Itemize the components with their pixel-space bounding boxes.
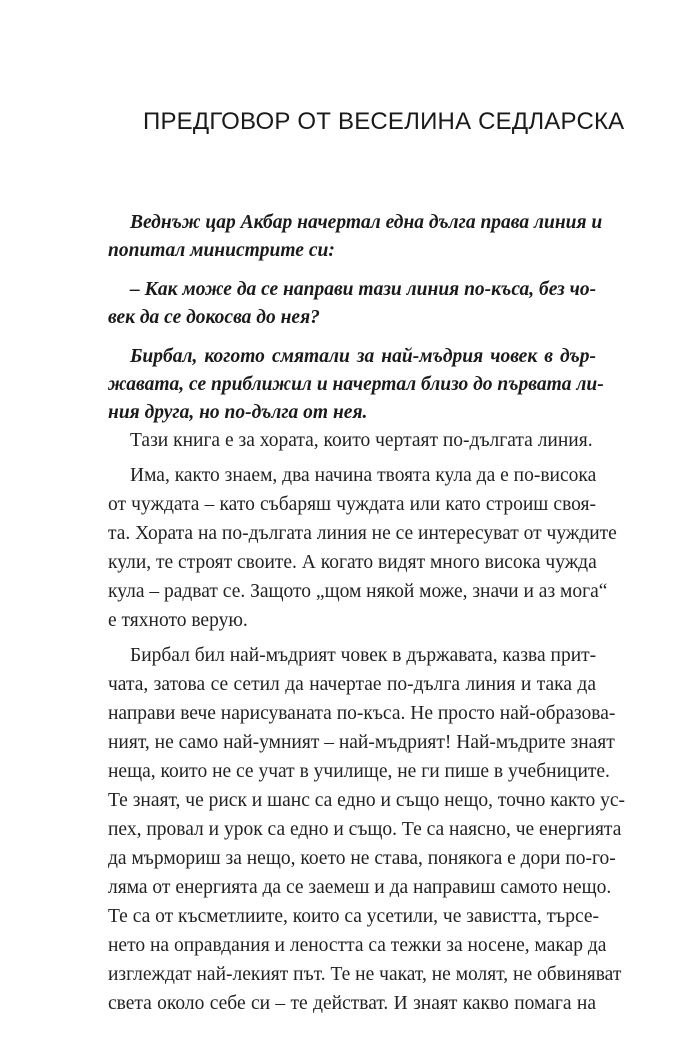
epigraph-line: попитал министрите си:	[108, 240, 335, 261]
body-line: е тяхното верую.	[108, 610, 248, 631]
body-paragraph	[108, 641, 626, 1018]
epigraph-line: Бирбал, когото смятали за най-мъдрия човек в дър-	[130, 346, 596, 367]
body-line: та. Хората на по-дългата линия не се интересуват от чуждите	[108, 523, 617, 544]
epigraph-line: – Как може да се направи тази линия по-къса, без чо-	[130, 279, 597, 300]
body-line: Те са от късметлиите, които са усетили, че завистта, търсе-	[108, 906, 600, 927]
body-line: изглеждат най-лекият път. Те не чакат, не молят, не обвиняват	[108, 964, 622, 985]
body-line: света около себе си – те действат. И знаят какво помага на	[108, 993, 596, 1014]
epigraph-line: жавата, се приближил и начертал близо до първата ли-	[108, 374, 604, 395]
body-line: направи вече нарисуваната по-къса. Не просто най-образова-	[108, 703, 616, 724]
epigraph-line: Веднъж цар Акбар начертал една дълга права линия и	[130, 212, 603, 233]
epigraph-paragraph	[108, 276, 596, 332]
epigraph-paragraph	[108, 209, 603, 265]
epigraph-line: ния друга, но по-дълга от нея.	[108, 402, 368, 423]
epigraph-line: век да се докосва до нея?	[108, 307, 320, 328]
body-line: да мърмориш за нещо, което не става, понякога е дори по-го-	[108, 848, 616, 869]
body-paragraph	[108, 426, 596, 455]
body-line: кули, те строят своите. А когато видят много висока чужда	[108, 552, 597, 573]
body-line: чата, затова се сетил да начертае по-дълга линия и така да	[108, 674, 596, 695]
body-paragraph	[108, 461, 617, 635]
epigraph	[108, 209, 604, 427]
body-text	[108, 426, 626, 1018]
body-line: неща, които не се учат в училище, не ги пише в учебниците.	[108, 761, 610, 782]
body-line: от чуждата – като събаряш чуждата или като строиш своя-	[108, 494, 596, 515]
chapter-title: ПРЕДГОВОР ОТ ВЕСЕЛИНА СЕДЛАРСКА	[143, 108, 625, 135]
body-line: ляма от енергията да се заемеш и да направиш самото нещо.	[108, 877, 612, 898]
body-line: пех, провал и урок са едно и също. Те са наясно, че енергията	[108, 819, 622, 840]
body-line: Има, както знаем, два начина твоята кула да е по-висока	[130, 465, 597, 486]
body-line: Бирбал бил най-мъдрият човек в държавата, казва прит-	[130, 645, 597, 666]
body-line: Те знаят, че риск и шанс са едно и също нещо, точно както ус-	[108, 790, 626, 811]
body-line: кула – радват се. Защото „щом някой може, значи и аз мога“	[108, 581, 608, 602]
body-line: нето на оправдания и леността са тежки за носене, макар да	[108, 935, 607, 956]
body-line: ният, не само най-умният – най-мъдрият! Най-мъдрите знаят	[108, 732, 615, 753]
epigraph-paragraph	[108, 343, 604, 427]
body-line: Тази книга е за хората, които чертаят по-дългата линия.	[130, 430, 593, 451]
